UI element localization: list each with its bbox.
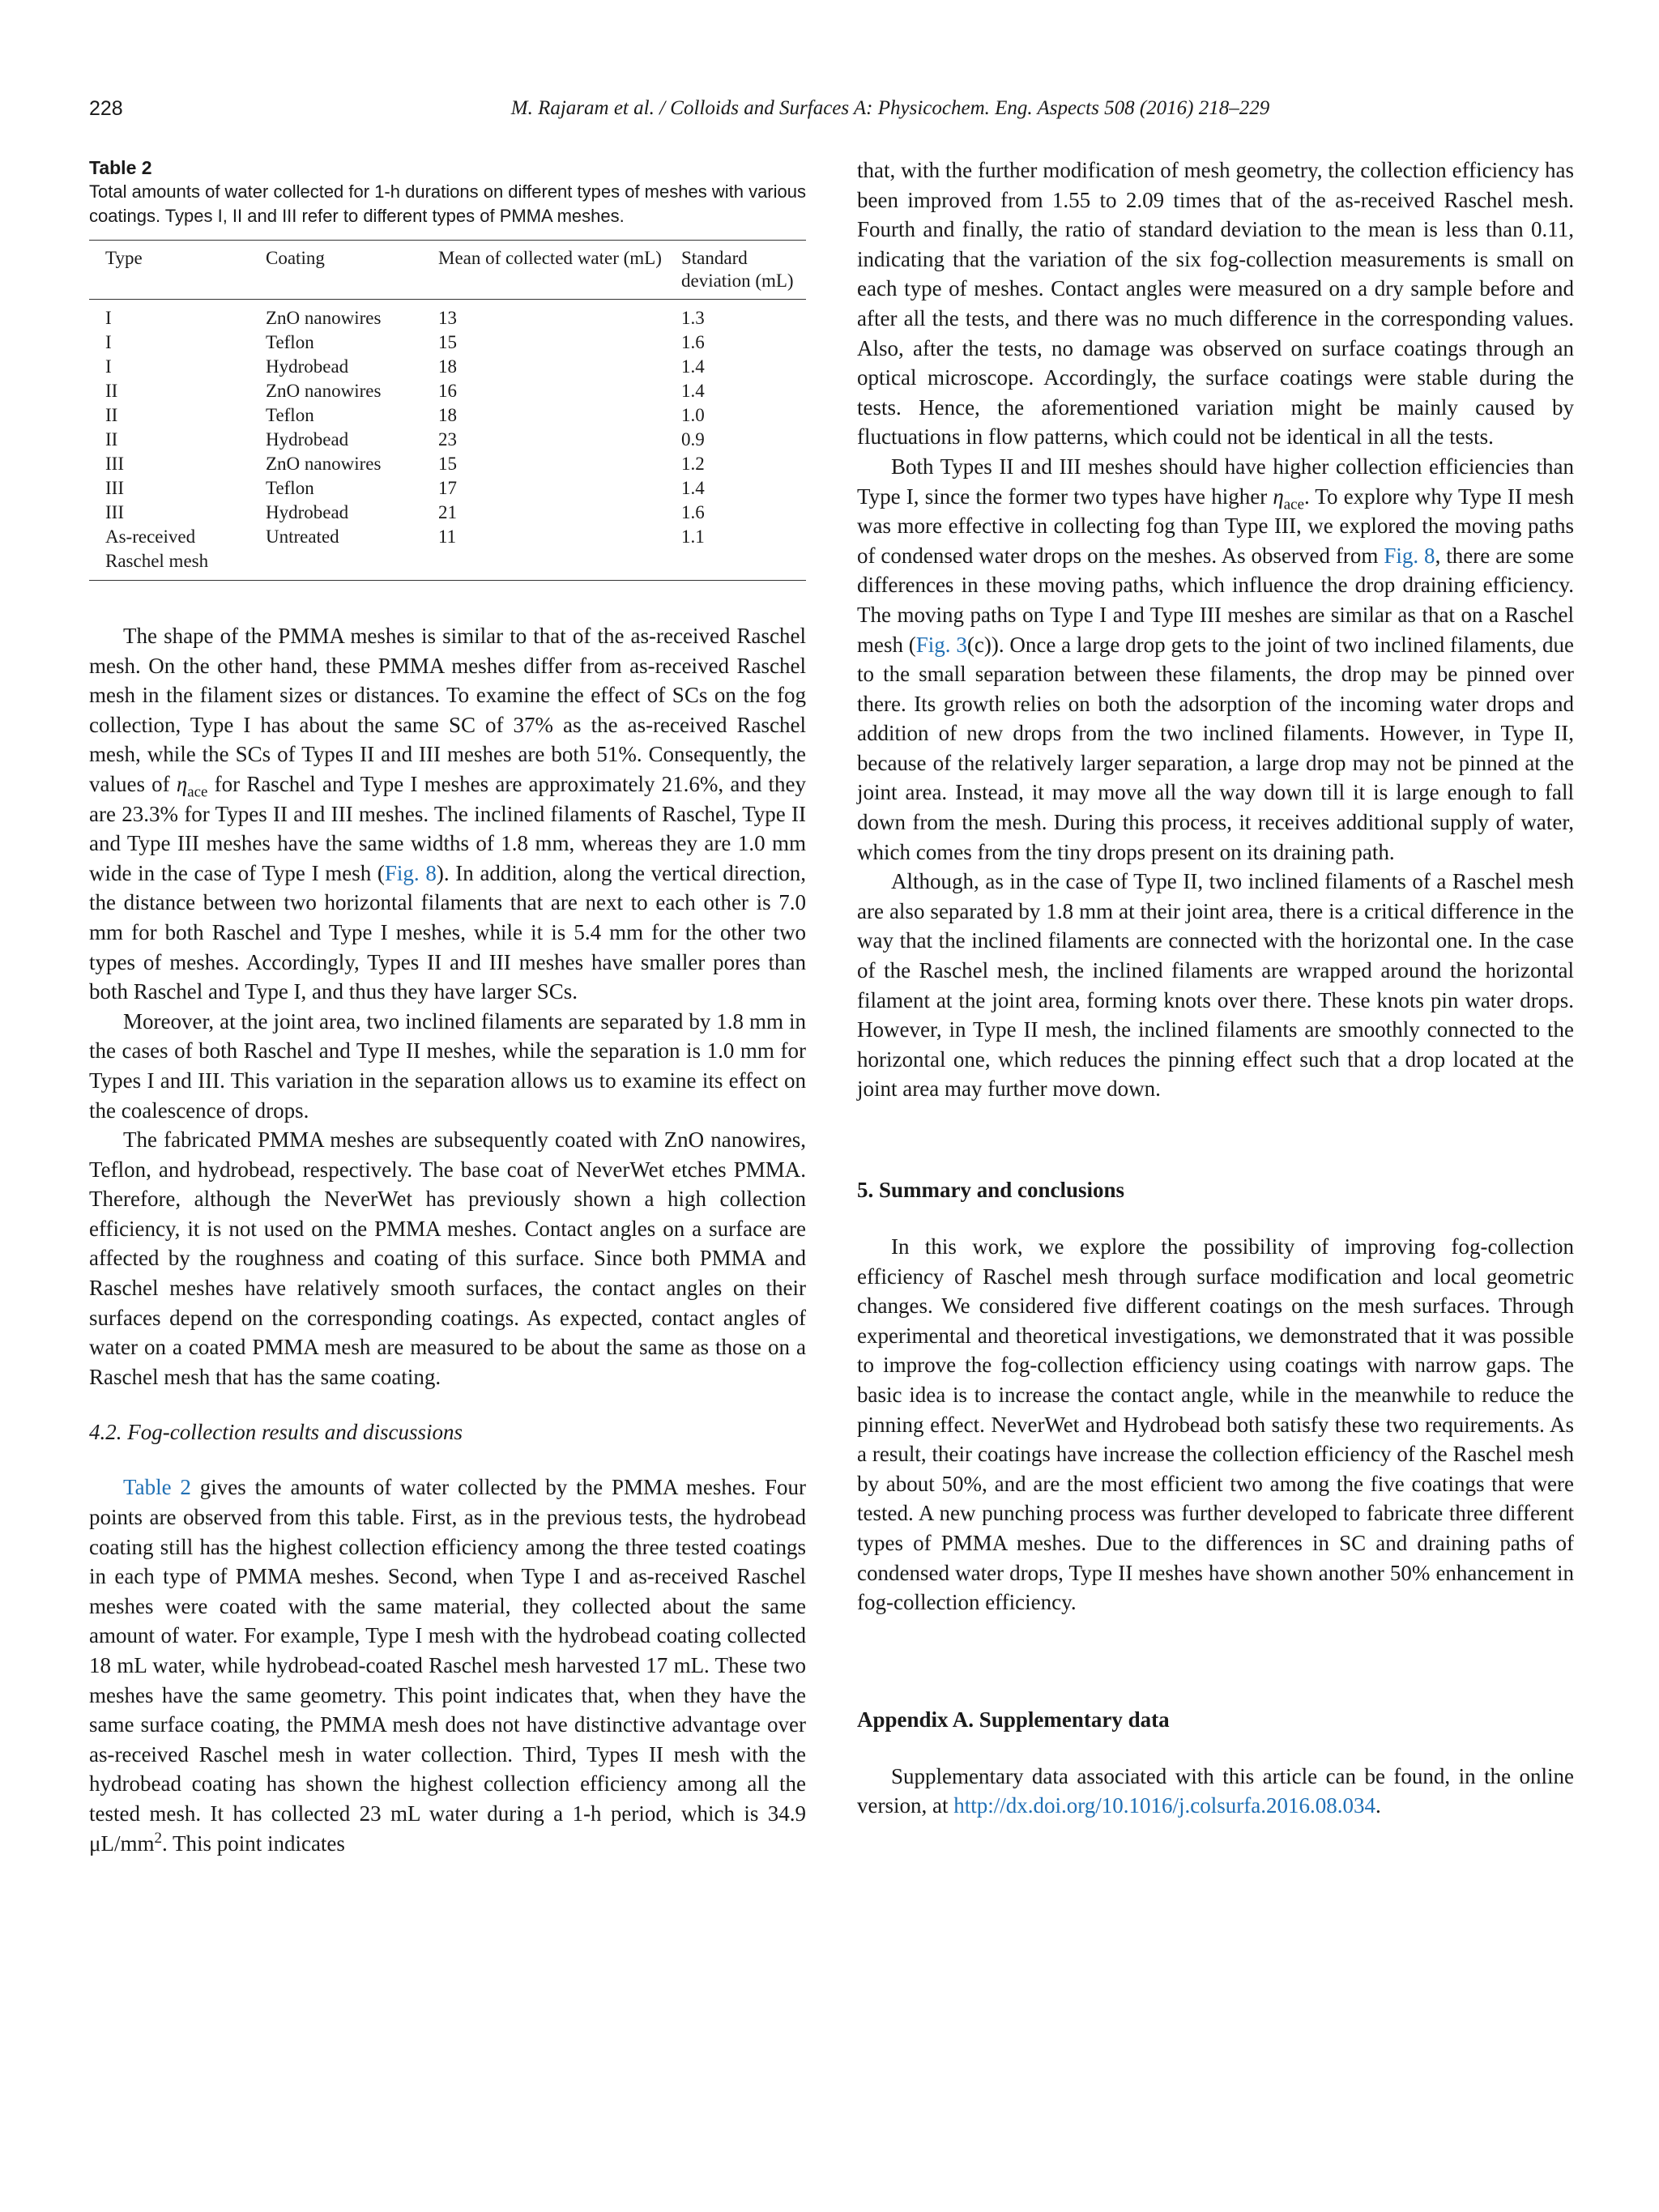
table-cell: 23 [438, 429, 457, 450]
text-run: for Raschel and Type I meshes are approximately 21.6%, and they are 23.3% for Types II and III meshes. The inclined filaments of Raschel, Type II and Type III meshes have the same widths of 1.8 mm, whereas they are 1.0 mm wide in the case of Type I mesh ( [89, 771, 807, 885]
column-header: Mean of collected water (mL) [422, 241, 665, 300]
text-run: The shape of the PMMA meshes is similar to that of the as-received Raschel mesh. On the other hand, these PMMA meshes differ from as-received Raschel mesh in the filament sizes or distances. To examine the effect of SCs on the fog collection, Type I has about the same SC of 37% as the as-received Raschel mesh, while the SCs of Types II and III meshes are both 51%. Consequently, the values of [89, 624, 806, 796]
text-run: , there are some differences in these moving paths, which influence the drop draining efficiency. The moving paths on Type I and Type III meshes are similar as that on a Raschel mesh ( [857, 543, 1575, 657]
text-run: gives the amounts of water collected by the PMMA meshes. Four points are observed from this table. First, as in the previous tests, the hydrobead coating still has the highest collection efficiency among the three tested coatings in each type of PMMA meshes. Second, when Type I and as-received Raschel meshes were coated with the same material, they collected about the same amount of water. For example, Type I mesh with the hydrobead coating collected 18 mL water, while hydrobead-coated Raschel mesh harvested 17 mL. These two meshes have the same geometry. This point indicates that, when they have the same surface coating, the PMMA mesh does not have distinctive advantage over as-received Raschel mesh in water collection. Third, Types II mesh with the hydrobead coating has shown the highest collection efficiency among all the tested mesh. It has collected 23 mL water during a 1-h period, which is 34.9 μL/mm [89, 1475, 806, 1856]
table-cell: 15 [438, 454, 457, 474]
table-cell: Untreated [249, 525, 422, 581]
table-cell: III [105, 478, 124, 498]
table-cell: 0.9 [681, 429, 705, 450]
table-cell: Teflon [266, 478, 314, 498]
table-row [89, 330, 806, 355]
text-run: (c)). Once a large drop gets to the joint of two inclined filaments, due to the small separation between these filaments, the drop may be pinned over there. Its growth relies on both the adsorption of the incoming water drops and addition of new drops from the two inclined filaments. However, in Type II, because of the relatively larger separation, a large drop may not be pinned at the joint area. Instead, it may move all the way down till it is large enough to fall down from the mesh. During this process, it receives additional supply of water, which comes from the tiny drops present on its draining path. [857, 632, 1574, 864]
table-2 [89, 156, 806, 581]
table-cell: 1.0 [681, 405, 705, 425]
table-row [89, 300, 806, 331]
eta-symbol: η [176, 771, 188, 796]
text-run: . To explore why Type II mesh was more effective in collecting fog than Type III, we explored the moving paths of condensed water drops on the meshes. As observed from [857, 484, 1574, 568]
journal-reference: M. Rajaram et al. / Colloids and Surfaces A: Physicochem. Eng. Aspects 508 (2016) 218–229 [510, 97, 1270, 119]
data-table [89, 240, 806, 581]
table-cell: Hydrobead [266, 356, 349, 377]
table-row [89, 403, 806, 428]
table-cell: Hydrobead [266, 429, 349, 450]
table-cell: Teflon [266, 332, 314, 352]
fig-8-link[interactable]: Fig. 8 [384, 860, 437, 885]
eta-symbol: η [1273, 484, 1284, 509]
subsection-title: 4.2. Fog-collection results and discussions [89, 1420, 463, 1445]
paragraph [857, 452, 1574, 867]
table-cell: II [105, 405, 118, 425]
column-header: Standard deviation (mL) [665, 241, 806, 300]
right-column [857, 156, 1574, 1821]
table-cell: III [105, 454, 124, 474]
page-number: 228 [89, 97, 123, 120]
table-2-link[interactable]: Table 2 [123, 1475, 191, 1500]
table-cell: 1.3 [681, 308, 705, 328]
table-cell: 13 [438, 308, 457, 328]
table-cell: ZnO nanowires [266, 308, 382, 328]
superscript: 2 [154, 1829, 162, 1847]
paragraph: The fabricated PMMA meshes are subsequently coated with ZnO nanowires, Teflon, and hydrobead, respectively. The base coat of NeverWet etches PMMA. Therefore, although the NeverWet has previously shown a high collection efficiency, it is not used on the PMMA meshes. Contact angles on a surface are affected by the roughness and coating of this surface. Since both PMMA and Raschel meshes have relatively smooth surfaces, the contact angles on their surfaces depend on the corresponding coatings. As expected, contact angles of water on a coated PMMA mesh are measured to be about the same as those on a Raschel mesh that has the same coating. [89, 1127, 806, 1389]
table-cell: II [105, 381, 118, 401]
table-cell: I [105, 332, 112, 352]
left-column [89, 156, 806, 1858]
table-cell: Hydrobead [266, 502, 349, 522]
table-cell: I [105, 308, 112, 328]
table-cell: 1.4 [681, 381, 705, 401]
fig-8-link[interactable]: Fig. 8 [1384, 543, 1435, 568]
table-cell: II [105, 429, 118, 450]
table-caption: Total amounts of water collected for 1-h durations on different types of meshes with various coatings. Types I, II and III refer to different types of PMMA meshes. [89, 181, 806, 226]
table-row [89, 428, 806, 452]
running-header [89, 97, 1570, 130]
table-cell: 1.4 [681, 356, 705, 377]
table-row [89, 355, 806, 379]
table-cell: 1.1 [665, 525, 806, 581]
table-cell: 18 [438, 405, 457, 425]
table-row [89, 501, 806, 525]
table-cell: 18 [438, 356, 457, 377]
table-cell: I [105, 356, 112, 377]
paragraph: In this work, we explore the possibility of improving fog-collection efficiency of Raschel mesh through surface modification and local geometric changes. We considered five different coatings on the mesh surfaces. Through experimental and theoretical investigations, we demonstrated that it was possible to improve the fog-collection efficiency using coatings with narrow gaps. The basic idea is to increase the contact angle, while in the meanwhile to reduce the pinning effect. NeverWet and Hydrobead both satisfy these two requirements. As a result, their coatings have increase the collection efficiency of the Raschel mesh by about 50%, and are the most efficient two among the five coatings that were tested. A new punching process was further developed to fabricate three different types of PMMA meshes. Due to the differences in SC and draining paths of condensed water drops, Type II meshes have shown another 50% enhancement in fog-collection efficiency. [857, 1234, 1574, 1615]
ace-subscript: ace [1283, 495, 1304, 513]
table-cell: As-received Raschel mesh [89, 525, 249, 581]
text-run: . [1375, 1793, 1381, 1818]
doi-link[interactable]: http://dx.doi.org/10.1016/j.colsurfa.2016.08.034 [953, 1793, 1375, 1818]
table-row [89, 476, 806, 501]
table-cell: 16 [438, 381, 457, 401]
text-run: ). In addition, along the vertical direction, the distance between two horizontal filaments that are next to each other is 7.0 mm for both Raschel and Type I meshes, while it is 5.4 mm for the other two types of meshes. Accordingly, Types II and III meshes have smaller pores than both Raschel and Type I, and thus they have larger SCs. [89, 860, 807, 1004]
table-cell: 17 [438, 478, 457, 498]
text-run: Both Types II and III meshes should have higher collection efficiencies than Type I, since the former two types have higher [857, 454, 1574, 509]
table-cell: 1.6 [681, 502, 705, 522]
table-cell: ZnO nanowires [266, 454, 382, 474]
table-cell: 1.2 [681, 454, 705, 474]
appendix-title: Appendix A. Supplementary data [857, 1707, 1170, 1732]
table-cell: 1.4 [681, 478, 705, 498]
table-header-row [89, 241, 806, 300]
table-cell: 15 [438, 332, 457, 352]
table-cell: III [105, 502, 124, 522]
column-header: Type [89, 241, 249, 300]
table-row [89, 379, 806, 403]
column-header: Coating [249, 241, 422, 300]
table-row [89, 525, 806, 581]
text-run: . This point indicates [161, 1831, 345, 1856]
ace-subscript: ace [187, 783, 208, 801]
table-cell: ZnO nanowires [266, 381, 382, 401]
fig-3-link[interactable]: Fig. 3 [915, 632, 967, 657]
paragraph [89, 621, 806, 1007]
table-label: Table 2 [89, 157, 152, 178]
table-row [89, 452, 806, 476]
paragraph [857, 1762, 1574, 1821]
paragraph [89, 1473, 806, 1858]
table-cell: 11 [422, 525, 665, 581]
table-cell: 1.6 [681, 332, 705, 352]
section-title: 5. Summary and conclusions [857, 1178, 1125, 1202]
paragraph: that, with the further modification of mesh geometry, the collection efficiency has been improved from 1.55 to 2.09 times that of the as-received Raschel mesh. Fourth and finally, the ratio of standard deviation to the mean is less than 0.11, indicating that the variation of the six fog-collection measurements is small on each type of meshes. Contact angles were measured on a dry sample before and after all the tests, and there was no much difference in the corresponding values. Also, after the tests, no damage was observed on surface coatings through an optical microscope. Accordingly, the surface coatings were stable during the tests. Hence, the aforementioned variation might be mainly caused by fluctuations in flow patterns, which could not be identical in all the tests. [857, 158, 1574, 450]
paragraph: Moreover, at the joint area, two inclined filaments are separated by 1.8 mm in the cases of both Raschel and Type II meshes, while the separation is 1.0 mm for Types I and III. This variation in the separation allows us to examine its effect on the coalescence of drops. [89, 1008, 806, 1123]
table-cell: Teflon [266, 405, 314, 425]
table-cell: 21 [438, 502, 457, 522]
paragraph: Although, as in the case of Type II, two inclined filaments of a Raschel mesh are also separated by 1.8 mm at their joint area, there is a critical difference in the way that the inclined filaments are connected with the horizontal one. In the case of the Raschel mesh, the inclined filaments are wrapped around the horizontal filament at the joint area, forming knots over there. These knots pin water drops. However, in Type II mesh, the inclined filaments are smoothly connected to the horizontal one, which reduces the pinning effect such that a drop located at the joint area may further move down. [857, 869, 1574, 1102]
text-run: Supplementary data associated with this article can be found, in the online version, at [857, 1763, 1574, 1818]
